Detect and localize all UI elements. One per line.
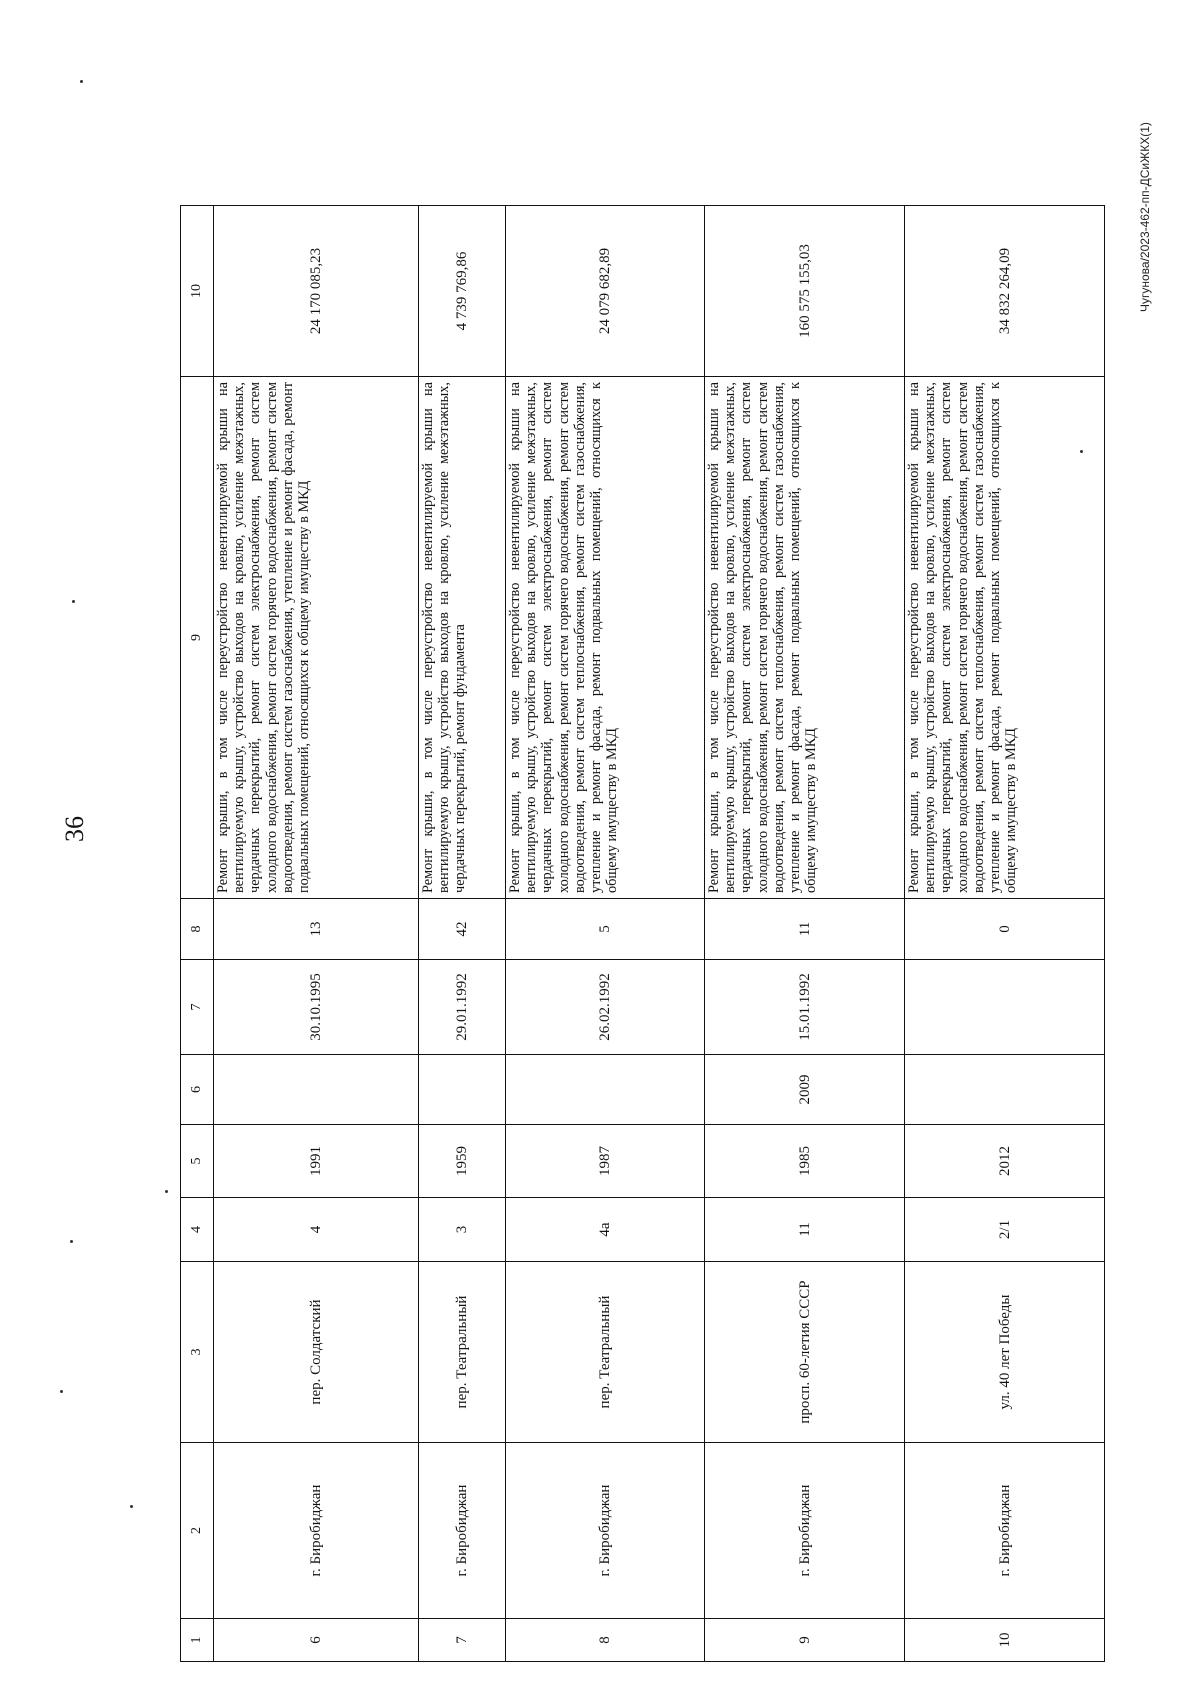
year-overhaul-cell [419, 1055, 506, 1125]
table-row [705, 206, 905, 1662]
table-row [506, 206, 705, 1662]
year-overhaul-cell [506, 1055, 705, 1125]
column-number: 6 [181, 1055, 214, 1125]
page-number: 36 [60, 816, 89, 842]
column-number: 3 [181, 1262, 214, 1443]
works-cell: Ремонт крыши, в том числе переустройство невентилируемой крыши на вентилируемую крышу, устройство выходов на кровлю, усиление межэтажных, чердачных перекрытий, ремонт систем электроснабжения, ремонт систем холодного водоснабжения, ремонт систем горячего водоснабжения, ремонт систем водоотведения, ремонт систем теплоснабжения, ремонт систем газоснабжения, утепление и ремонт фасада, ремонт подвальных помещений, относящихся к общему имуществу в МКД [705, 377, 905, 899]
date-cell: 29.01.1992 [419, 960, 506, 1055]
row-number: 7 [419, 1619, 506, 1662]
house-cell: 3 [419, 1198, 506, 1262]
table-row [905, 206, 1105, 1662]
row-number: 10 [905, 1619, 1105, 1662]
document-footer-code: Чугунова/2023-462-пп-ДСиЖКХ(1) [1138, 122, 1152, 312]
street-cell: пер. Театральный [506, 1262, 705, 1443]
street-cell: просп. 60-летия СССР [705, 1262, 905, 1443]
year-overhaul-cell [905, 1055, 1105, 1125]
works-cell: Ремонт крыши, в том числе переустройство невентилируемой крыши на вентилируемую крышу, устройство выходов на кровлю, усиление межэтажных, чердачных перекрытий, ремонт фундамента [419, 377, 506, 899]
cost-cell: 160 575 155,03 [705, 206, 905, 377]
cost-cell: 24 079 682,89 [506, 206, 705, 377]
count-cell: 13 [214, 899, 419, 960]
count-cell: 42 [419, 899, 506, 960]
scan-speck [60, 1390, 63, 1393]
year-overhaul-cell: 2009 [705, 1055, 905, 1125]
works-cell: Ремонт крыши, в том числе переустройство невентилируемой крыши на вентилируемую крышу, устройство выходов на кровлю, усиление межэтажных, чердачных перекрытий, ремонт систем электроснабжения, ремонт систем холодного водоснабжения, ремонт систем горячего водоснабжения, ремонт систем водоотведения, ремонт систем газоснабжения, утепление и ремонт фасада, ремонт подвальных помещений, относящихся к общему имуществу в МКД [214, 377, 419, 899]
house-cell: 4 [214, 1198, 419, 1262]
city-cell: г. Биробиджан [705, 1443, 905, 1619]
street-cell: ул. 40 лет Победы [905, 1262, 1105, 1443]
row-number: 8 [506, 1619, 705, 1662]
column-number: 2 [181, 1443, 214, 1619]
year-built-cell: 1987 [506, 1125, 705, 1198]
date-cell: 30.10.1995 [214, 960, 419, 1055]
column-number: 1 [181, 1619, 214, 1662]
scan-speck [165, 1190, 168, 1193]
year-built-cell: 1959 [419, 1125, 506, 1198]
street-cell: пер. Солдатский [214, 1262, 419, 1443]
column-number: 8 [181, 899, 214, 960]
house-cell: 11 [705, 1198, 905, 1262]
date-cell [905, 960, 1105, 1055]
house-cell: 2/1 [905, 1198, 1105, 1262]
cost-cell: 34 832 264,09 [905, 206, 1105, 377]
year-built-cell: 1991 [214, 1125, 419, 1198]
works-cell: Ремонт крыши, в том числе переустройство невентилируемой крыши на вентилируемую крышу, устройство выходов на кровлю, усиление межэтажных, чердачных перекрытий, ремонт систем электроснабжения, ремонт систем холодного водоснабжения, ремонт систем горячего водоснабжения, ремонт систем водоотведения, ремонт систем теплоснабжения, ремонт систем газоснабжения, утепление и ремонт фасада, ремонт подвальных помещений, относящихся к общему имуществу в МКД [905, 377, 1105, 899]
column-number: 5 [181, 1125, 214, 1198]
count-cell: 0 [905, 899, 1105, 960]
scan-speck [1080, 450, 1083, 453]
house-cell: 4а [506, 1198, 705, 1262]
column-number-row [181, 206, 214, 1662]
column-number: 10 [181, 206, 214, 377]
year-built-cell: 1985 [705, 1125, 905, 1198]
city-cell: г. Биробиджан [419, 1443, 506, 1619]
table-row [419, 206, 506, 1662]
cost-cell: 24 170 085,23 [214, 206, 419, 377]
date-cell: 15.01.1992 [705, 960, 905, 1055]
column-number: 7 [181, 960, 214, 1055]
city-cell: г. Биробиджан [905, 1443, 1105, 1619]
date-cell: 26.02.1992 [506, 960, 705, 1055]
column-number: 4 [181, 1198, 214, 1262]
overhaul-register-table [180, 205, 1105, 1662]
cost-cell: 4 739 769,86 [419, 206, 506, 377]
scan-speck [130, 1505, 133, 1508]
scan-speck [80, 80, 83, 83]
year-overhaul-cell [214, 1055, 419, 1125]
street-cell: пер. Театральный [419, 1262, 506, 1443]
works-cell: Ремонт крыши, в том числе переустройство невентилируемой крыши на вентилируемую крышу, устройство выходов на кровлю, усиление межэтажных, чердачных перекрытий, ремонт систем электроснабжения, ремонт систем холодного водоснабжения, ремонт систем горячего водоснабжения, ремонт систем водоотведения, ремонт систем теплоснабжения, ремонт систем газоснабжения, утепление и ремонт фасада, ремонт подвальных помещений, относящихся к общему имуществу в МКД [506, 377, 705, 899]
row-number: 9 [705, 1619, 905, 1662]
year-built-cell: 2012 [905, 1125, 1105, 1198]
city-cell: г. Биробиджан [506, 1443, 705, 1619]
scan-speck [72, 600, 75, 603]
scan-speck [70, 1240, 73, 1243]
city-cell: г. Биробиджан [214, 1443, 419, 1619]
table-row [214, 206, 419, 1662]
row-number: 6 [214, 1619, 419, 1662]
column-number: 9 [181, 377, 214, 899]
count-cell: 11 [705, 899, 905, 960]
count-cell: 5 [506, 899, 705, 960]
